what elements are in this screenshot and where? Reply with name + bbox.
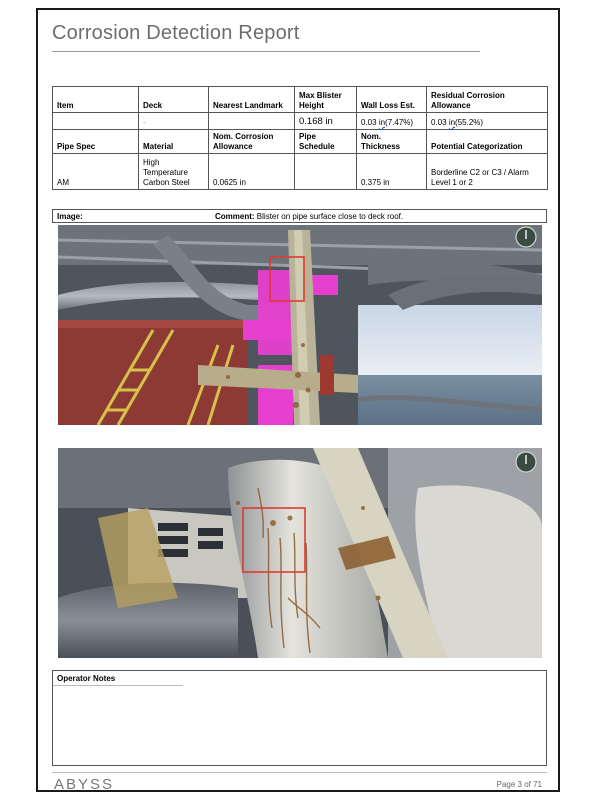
cell-corrosion-allowance: 0.0625 in (209, 154, 295, 190)
header-wall-loss: Wall Loss Est. (357, 87, 427, 113)
operator-notes (52, 670, 547, 766)
cell-pipe-schedule (295, 154, 357, 190)
inspection-photo-closeup (58, 448, 542, 658)
inspection-table (52, 86, 548, 190)
cell-pipe-spec: AM (53, 154, 139, 190)
cell-landmark (209, 113, 295, 130)
cell-wall-loss (357, 113, 427, 130)
cell-deck: - (139, 113, 209, 130)
residual-unit: in (448, 118, 456, 127)
header-pipe-spec: Pipe Spec (53, 130, 139, 154)
wall-loss-value: 0.03 (361, 118, 377, 127)
abyss-logo: ABYSS (54, 776, 115, 793)
header-nearest-landmark: Nearest Landmark (209, 87, 295, 113)
operator-notes-label: Operator Notes (57, 674, 116, 683)
notes-label-divider (53, 685, 183, 686)
header-nom-corrosion-allowance: Nom. Corrosion Allowance (209, 130, 295, 154)
comment-text: Blister on pipe surface close to deck roof. (256, 212, 404, 221)
header-material: Material (139, 130, 209, 154)
cell-item (53, 113, 139, 130)
header-pipe-schedule: Pipe Schedule (295, 130, 357, 154)
report-page (36, 8, 560, 792)
report-title: Corrosion Detection Report (52, 22, 300, 44)
header-deck: Deck (139, 87, 209, 113)
inspection-photo-overview (58, 225, 542, 425)
wall-loss-unit: in (378, 118, 386, 127)
header-residual-allowance: Residual Corrosion Allowance (427, 87, 548, 113)
image-section-header (52, 209, 547, 223)
footer-divider (52, 772, 547, 773)
residual-percent: (55.2%) (455, 118, 484, 127)
comment (215, 212, 403, 221)
cell-nom-thickness: 0.375 in (357, 154, 427, 190)
image-label: Image: (57, 212, 83, 221)
comment-label: Comment: (215, 212, 255, 221)
residual-value: 0.03 (431, 118, 447, 127)
cell-blister-height: 0.168 in (295, 113, 357, 130)
cell-residual (427, 113, 548, 130)
header-max-blister-height: Max Blister Height (295, 87, 357, 113)
table-row (53, 154, 548, 190)
header-item: Item (53, 87, 139, 113)
wall-loss-percent: (7.47%) (385, 118, 414, 127)
title-underline (52, 51, 480, 52)
cell-categorization: Borderline C2 or C3 / Alarm Level 1 or 2 (427, 154, 548, 190)
header-potential-categorization: Potential Categorization (427, 130, 548, 154)
header-nom-thickness: Nom. Thickness (357, 130, 427, 154)
table-header-row (53, 87, 548, 113)
page-number: Page 3 of 71 (496, 780, 542, 789)
table-row (53, 113, 548, 130)
table-header-row (53, 130, 548, 154)
cell-material: High Temperature Carbon Steel (139, 154, 209, 190)
